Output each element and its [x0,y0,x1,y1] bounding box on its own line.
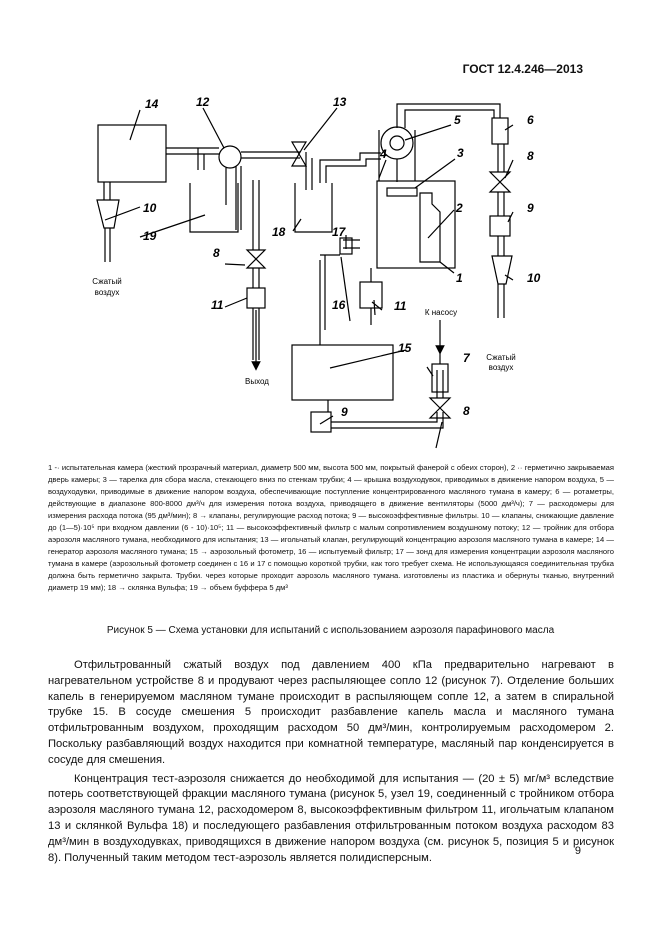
compressed-air-right-2: воздух [488,363,514,372]
wolff-bottle [295,183,332,232]
figure-legend: 1 -· испытательная камера (жесткий прозрачный материал, диаметр 500 мм, высота 500 мм, покрытый фанерой с обеих сторон), 2 ·· герметично закрываемая дверь камеры; 3 — тарелка для сбора масла, стекающего вниз по стенкам трубки; 4 — крышка воздуходувок, приводимых в движение напором воздуха, 5 — воздуходувки, приводимые в движение напором воздуха, обеспечивающие поступление концентрированного масляного тумана в камеру; 6 — ротаметры, действующие в диапазоне 800-8000 дм³/ч для измерения потока воздуха, приводящего в движение вентиляторы (5000 дм³/ч); 7 — расходомеры для измерения расхода потока (95 дм³/мин); 8 → клапаны, регулирующие расход потока; 9 — высокоэффективные фильтры. 10 — клапаны, снижающие давление до (1—5)·10⁵ при входном давлении (6 - 10)·10⁵; 11 — высокоэффективный фильтр с малым сопротивлением воздушному потоку; 12 — тройник для отбора аэрозоля масляного тумана, необходимого для испытания; 13 — игольчатый клапан, регулирующий концентрацию аэрозоля масляного тумана в камере; 14 — генератор аэрозоля масляного тумана; 15 → аэрозольный фотометр, 16 — испытуемый фильтр; 17 — зонд для измерения концентрации аэрозоля масляного тумана в камере (аэрозольный фотометр соединен с 16 и 17 с помощью короткой трубки, как того требует схема. Не использующаяся соединительная трубка должна быть герметично закрыта. Трубки. через которые проходит аэрозоль масляного тумана. изготовлены из пластика и обернуты тканью, внутренний диаметр 19 мм); 18 → склянка Вульфа; 19 → объем буффера 5 дм³ [48,463,614,592]
label-9a: 9 [527,201,534,215]
compressed-air-left-2: воздух [94,288,120,297]
oil-tray [387,188,417,196]
label-14: 14 [145,97,159,111]
exit-label: Выход [245,377,269,386]
label-3: 3 [457,146,464,160]
label-10b: 10 [527,271,541,285]
paragraph: Отфильтрованный сжатый воздух под давлением 400 кПа предварительно нагревают в нагревательном устройстве 8 и продувают через распыляющее сопло 12 (рисунок 7). Отделение больших капель в генерируемом масляном тумане происходит в распыляющем сопле 12, а затем в спиральной трубке 15. В сосуде смешения 5 происходит разбавление капель масла и масляного тумана отфильтрованным воздухом, проходящим расходом 50 дм³/мин, контролируемым расходомером 2. Поскольку разбавляющий воздух находится при комнатной температуре, масляный пар конденсируется в сосуде для смешения. [48,659,614,766]
rotameter [492,118,508,144]
filter-right [490,216,510,236]
compressed-air-left-1: Сжатый [92,277,122,286]
figure-caption: Рисунок 5 — Схема установки для испытаний с использованием аэрозоля парафинового масла [106,625,555,636]
label-19: 19 [143,229,157,243]
filter-left [247,288,265,308]
label-8a: 8 [527,149,534,163]
to-pump-label: К насосу [424,308,458,317]
label-11a: 11 [211,298,224,312]
label-11b: 11 [394,299,407,313]
label-17: 17 [332,225,346,239]
label-4: 4 [380,147,387,161]
label-2: 2 [456,201,463,215]
test-filter [360,282,382,308]
compressed-air-right-1: Сжатый [486,353,516,362]
pressure-valve-left [97,200,119,228]
label-6: 6 [527,113,534,127]
needle-valve [292,142,306,166]
page-number: 9 [574,845,581,857]
filter-bottom [311,412,331,432]
flow-valve-bottom [430,398,450,418]
tee-junction [219,146,241,168]
label-7: 7 [463,351,470,365]
label-16: 16 [332,298,346,312]
label-15: 15 [398,341,412,355]
pressure-valve-right [492,256,512,284]
document-header: ГОСТ 12.4.246—2013 [462,62,583,76]
test-chamber [377,181,455,268]
flowmeter [432,364,448,392]
paragraph: Концентрация тест-аэрозоля снижается до необходимой для испытания — (20 ± 5) мг/м³ вследствие потерь соответствующей фракции масляного тумана (рисунок 5, узел 19, соединенный с тройником отбора аэрозоля масляного тумана 12, расходомером 8, высокоэффективным фильтром 11, игольчатым клапаном 13 и склянкой Вульфа 18) и последующего разбавления отфильтрованным потоком воздуха расходом 83 дм³/мин в воздуходувках, приводящихся в движение напором воздуха (см. рисунок 5, позиция 5 и рисунок 8). Полученный таким методом тест-аэрозоль является полидисперсным. [48,772,614,864]
buffer-vessel [190,183,238,232]
photometer-box [292,345,393,400]
label-5: 5 [454,113,461,127]
flow-valve-left [247,250,265,268]
label-9b: 9 [341,405,348,419]
label-8b: 8 [213,246,220,260]
label-1: 1 [456,271,463,285]
label-8c: 8 [463,404,470,418]
label-10a: 10 [143,201,157,215]
label-13: 13 [333,95,347,109]
label-12: 12 [196,95,210,109]
flow-valve-right [490,172,510,192]
test-setup-diagram [0,0,661,460]
label-18: 18 [272,225,286,239]
body-text [48,658,614,869]
